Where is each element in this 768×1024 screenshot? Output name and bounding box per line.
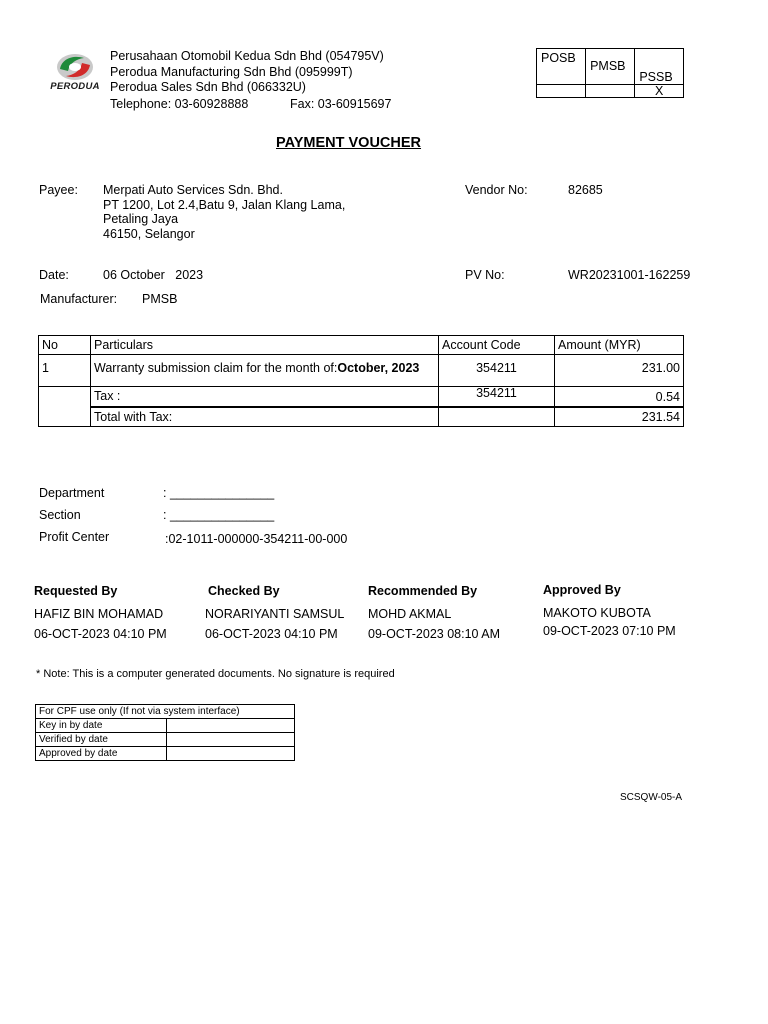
col-header-amount: Amount (MYR): [555, 336, 684, 355]
cpf-header: For CPF use only (If not via system interface): [36, 705, 295, 719]
row1-no: 1: [39, 355, 91, 387]
approved-by-datetime: 09-OCT-2023 07:10 PM: [543, 624, 676, 638]
cpf-row-label: Approved by date: [36, 747, 167, 761]
section-label: Section: [39, 508, 81, 522]
checked-by-name: NORARIYANTI SAMSUL: [205, 607, 345, 621]
profit-center-label: Profit Center: [39, 530, 110, 544]
department-label: Department: [39, 486, 105, 500]
cpf-row-value: [167, 719, 295, 733]
page-title: PAYMENT VOUCHER: [276, 135, 422, 151]
requested-by-name: HAFIZ BIN MOHAMAD: [34, 607, 164, 621]
pv-label: PV No:: [465, 268, 505, 282]
total-label: Total with Tax:: [91, 407, 439, 427]
cpf-row-value: [167, 747, 295, 761]
row1-description: Warranty submission claim for the month of:: [94, 361, 338, 375]
tax-row: [39, 387, 684, 407]
col-header-particulars: Particulars: [91, 336, 439, 355]
vendor-value: 82685: [568, 183, 603, 197]
total-amount: 231.54: [555, 407, 684, 427]
manufacturer-value: PMSB: [142, 292, 178, 306]
checked-by-datetime: 06-OCT-2023 04:10 PM: [205, 627, 338, 641]
payee-address-2: Petaling Jaya: [103, 212, 179, 226]
manufacturer-label: Manufacturer:: [40, 292, 118, 306]
date-value: 06 October 2023: [103, 268, 204, 282]
approved-by-name: MAKOTO KUBOTA: [543, 606, 651, 620]
payee-address-1: PT 1200, Lot 2.4,Batu 9, Jalan Klang Lama,: [103, 198, 346, 212]
company-fax: Fax: 03-60915697: [290, 97, 392, 111]
payee-address-3: 46150, Selangor: [103, 227, 195, 241]
box-header-pssb: PSSB: [635, 49, 684, 85]
section-value: : _______________: [163, 508, 275, 522]
row1-amount: 231.00: [555, 355, 684, 387]
logo-wordmark: PERODUA: [50, 81, 100, 92]
payee-label: Payee:: [39, 183, 78, 197]
requested-by-label: Requested By: [34, 584, 118, 598]
box-header-pmsb: PMSB: [586, 49, 635, 85]
pv-value: WR20231001-162259: [568, 268, 691, 282]
date-label: Date:: [39, 268, 69, 282]
recommended-by-label: Recommended By: [368, 584, 478, 598]
checked-by-label: Checked By: [208, 584, 280, 598]
tax-amount: 0.54: [555, 387, 684, 407]
box-mark-pmsb: [586, 85, 635, 98]
cpf-row-label: Verified by date: [36, 733, 167, 747]
recommended-by-datetime: 09-OCT-2023 08:10 AM: [368, 627, 501, 641]
department-value: : _______________: [163, 486, 275, 500]
perodua-logo: [44, 52, 106, 94]
company-line-1: Perusahaan Otomobil Kedua Sdn Bhd (054795V): [110, 49, 384, 63]
total-row: [39, 407, 684, 427]
table-row: [36, 733, 295, 747]
vendor-label: Vendor No:: [465, 183, 528, 197]
total-account-cell: [439, 407, 555, 427]
particulars-table: [38, 335, 684, 427]
requested-by-datetime: 06-OCT-2023 04:10 PM: [34, 627, 167, 641]
cpf-table: [35, 704, 295, 761]
profit-center-value: :02-1011-000000-354211-00-000: [165, 532, 348, 546]
row1-particulars: [91, 355, 439, 387]
col-header-no: No: [39, 336, 91, 355]
form-code: SCSQW-05-A: [620, 792, 683, 803]
approved-by-label: Approved By: [543, 583, 621, 597]
row1-account: 354211: [439, 355, 555, 387]
company-line-3: Perodua Sales Sdn Bhd (066332U): [110, 80, 306, 94]
table-row: [36, 747, 295, 761]
row1-month: October, 2023: [337, 361, 420, 375]
company-telephone: Telephone: 03-60928888: [110, 97, 249, 111]
company-select-box: [536, 48, 684, 98]
footer-note: * Note: This is a computer generated documents. No signature is required: [36, 668, 395, 680]
box-header-posb: POSB: [537, 49, 586, 85]
company-line-2: Perodua Manufacturing Sdn Bhd (095999T): [110, 65, 353, 79]
payee-name: Merpati Auto Services Sdn. Bhd.: [103, 183, 283, 197]
cpf-row-value: [167, 733, 295, 747]
tax-label: Tax :: [91, 387, 439, 407]
table-row: [39, 355, 684, 387]
table-row: [36, 719, 295, 733]
perodua-emblem-icon: [44, 52, 106, 82]
recommended-by-name: MOHD AKMAL: [368, 607, 452, 621]
box-mark-posb: [537, 85, 586, 98]
box-mark-pssb: X: [635, 85, 684, 98]
col-header-account: Account Code: [439, 336, 555, 355]
table-header-row: [39, 336, 684, 355]
cpf-row-label: Key in by date: [36, 719, 167, 733]
tax-account: 354211: [439, 387, 555, 407]
tax-no-cell: [39, 387, 91, 427]
